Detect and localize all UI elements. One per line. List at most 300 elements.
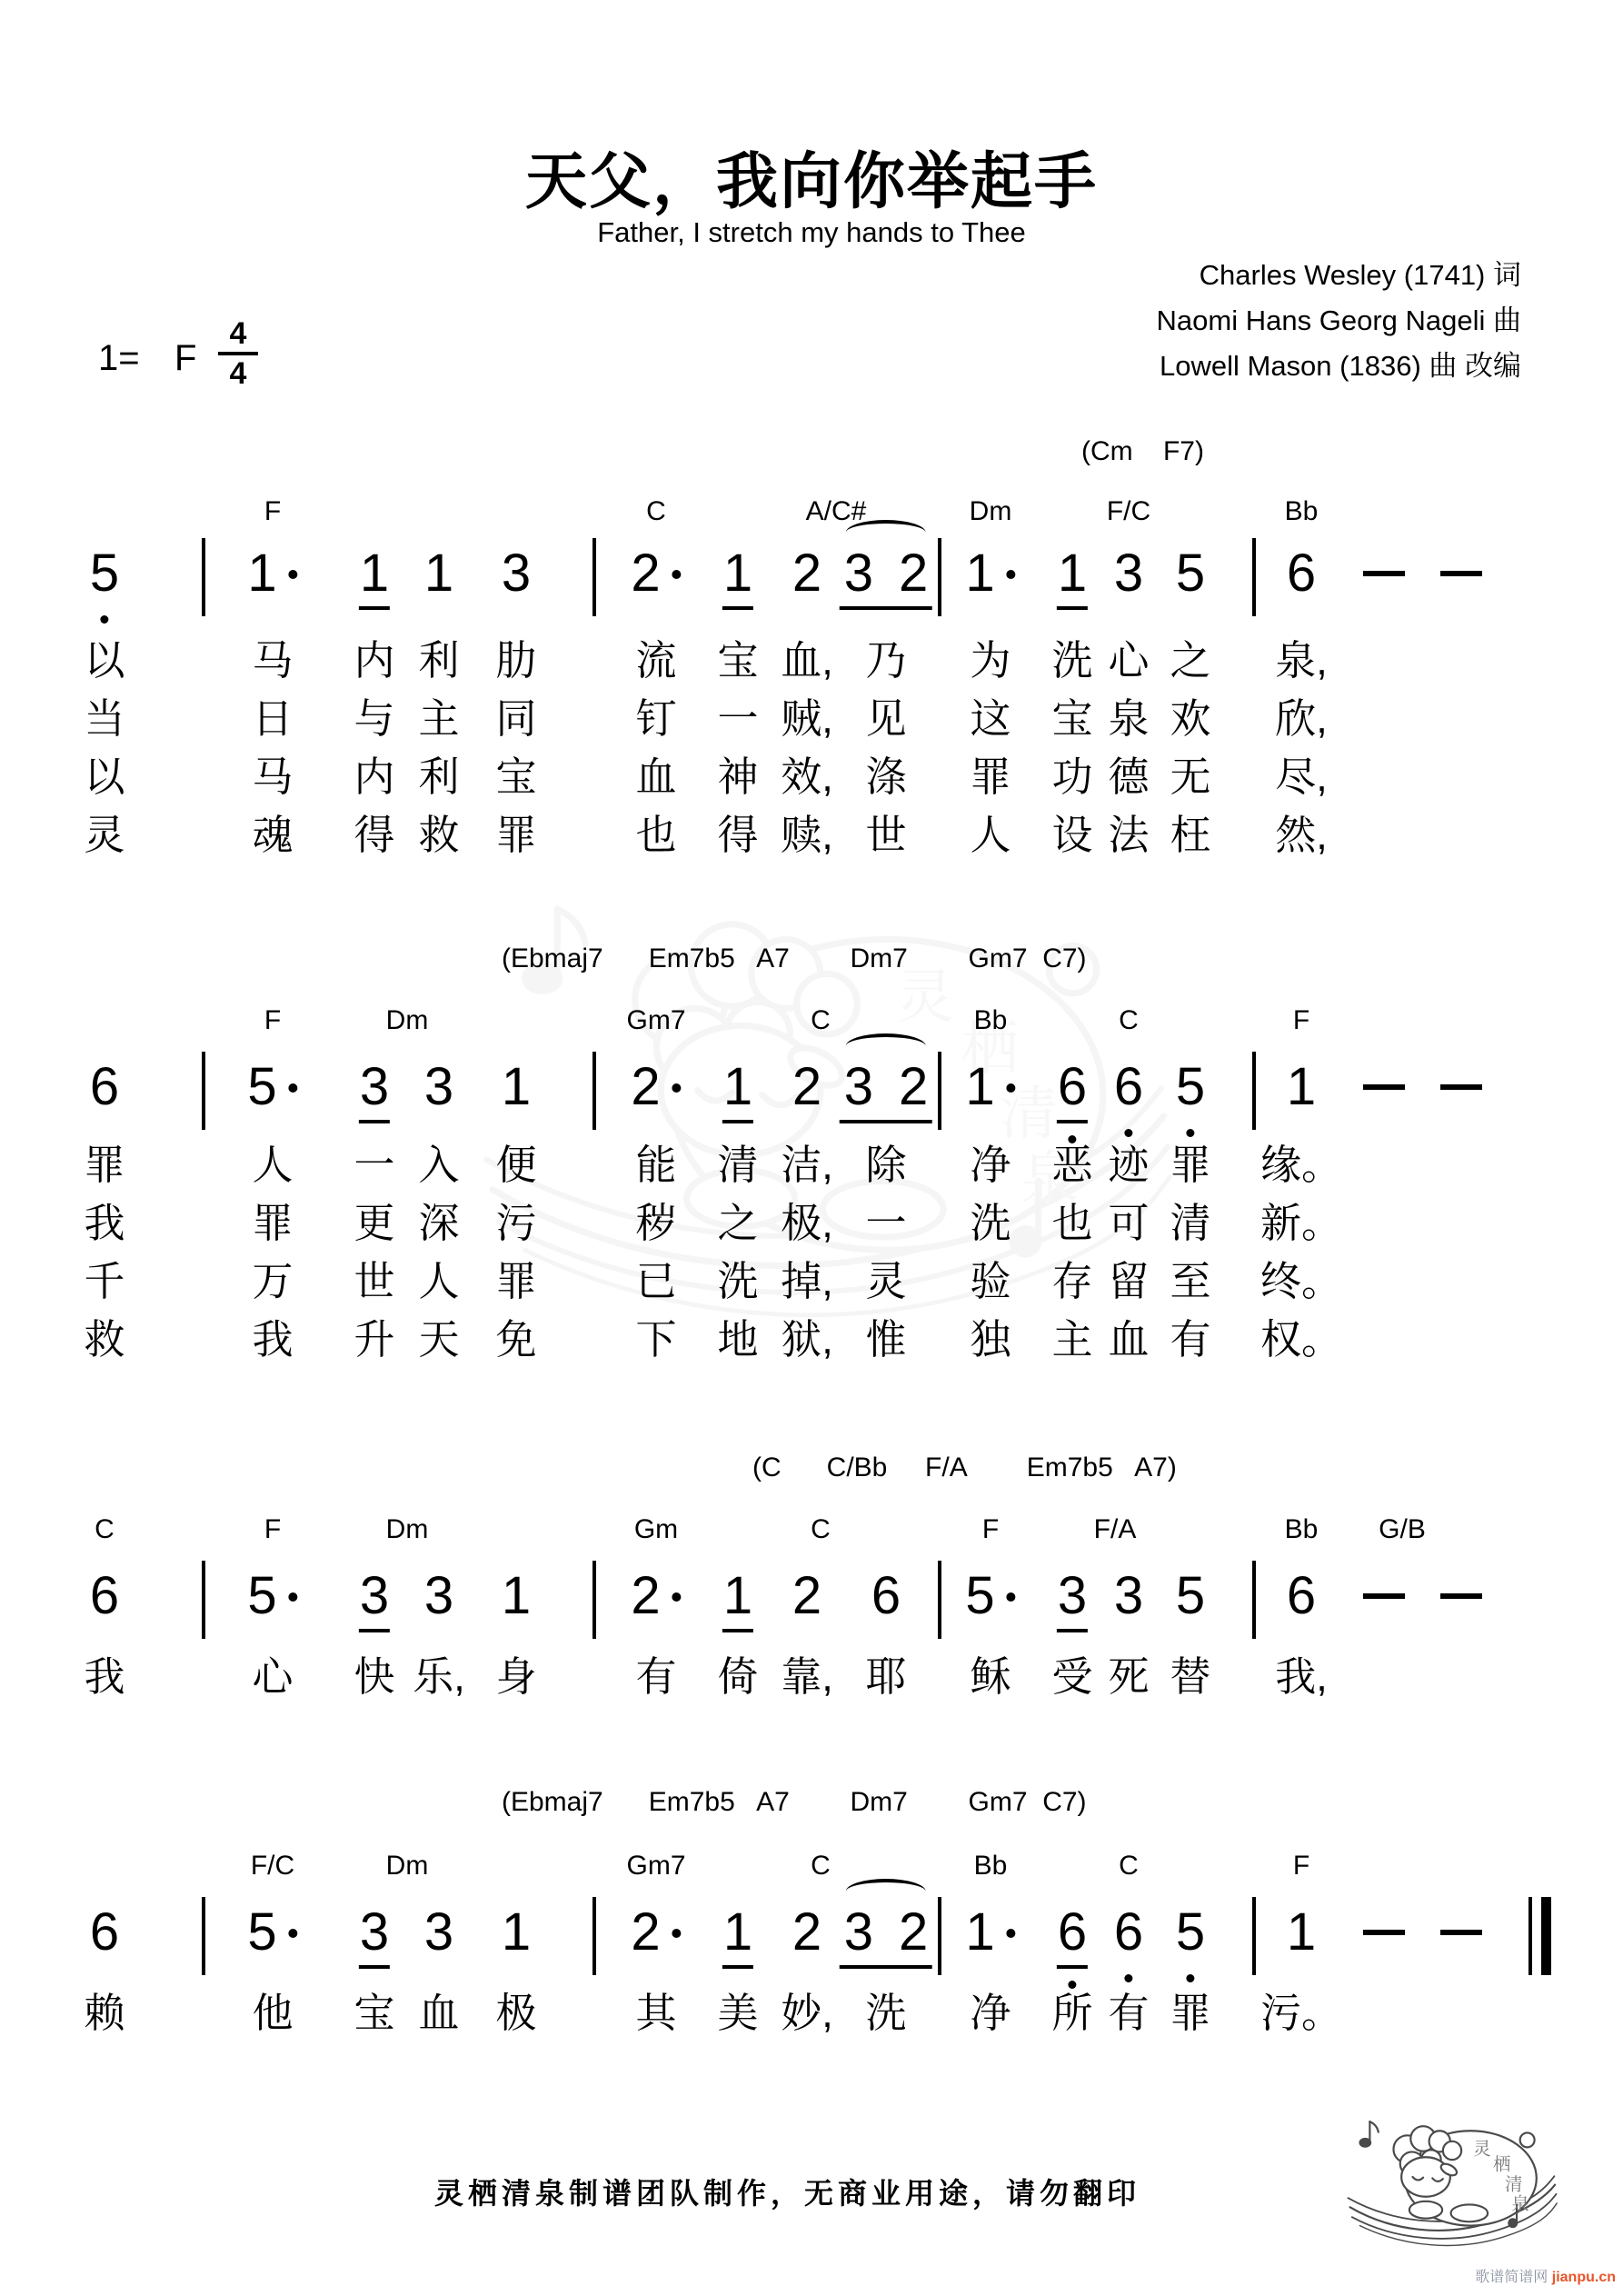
chord-label: Gm	[633, 1514, 679, 1544]
lyric-char: 妙,	[781, 1990, 833, 2036]
lyric-char: 救	[418, 812, 460, 858]
note	[1058, 545, 1087, 602]
lyric-char: 恶	[1051, 1142, 1093, 1188]
note	[871, 1568, 901, 1624]
eighth-underline	[840, 1120, 932, 1123]
note	[631, 1059, 681, 1115]
note-digit: 5	[247, 1566, 277, 1625]
lyric-char: 地	[717, 1316, 759, 1363]
note	[1176, 545, 1205, 602]
augmentation-dot	[1007, 570, 1016, 579]
augmentation-dot	[672, 1592, 682, 1602]
lyric-char: 掉,	[781, 1258, 833, 1304]
lyric-char: 万	[252, 1258, 294, 1304]
slur-arc	[846, 1879, 926, 1904]
lyric-char: 钉	[635, 695, 677, 742]
lyric-char: 净	[970, 1990, 1011, 2036]
lyric-char: 罪	[495, 1258, 537, 1304]
lyric-char: 升	[353, 1316, 395, 1363]
lyric-char: 迹	[1108, 1142, 1150, 1188]
note-digit: 5	[1176, 1059, 1205, 1115]
note-digit: 6	[1058, 1059, 1087, 1115]
augmentation-dot	[289, 570, 298, 579]
note-digit: 1	[1286, 1902, 1317, 1962]
note-pair	[844, 1904, 929, 1961]
lyric-char: 血	[635, 754, 677, 800]
note	[424, 545, 453, 602]
lyric-char: 我	[84, 1653, 125, 1700]
chord-label: Bb	[973, 1851, 1008, 1881]
barline	[202, 538, 205, 616]
lyric-char: 下	[635, 1316, 677, 1363]
augmentation-dot	[1007, 1592, 1016, 1602]
note-digit: 5	[247, 1057, 277, 1116]
lyric-char: 灵	[865, 1258, 907, 1304]
parenthetical-chords: (Cm F7)	[1081, 436, 1204, 466]
time-signature-bar	[218, 352, 258, 355]
lyric-char: 利	[418, 754, 460, 800]
note	[1176, 1904, 1205, 1961]
site-name: 歌谱简谱网	[1475, 2270, 1548, 2285]
barline	[202, 1897, 205, 1975]
lyric-char: 有	[1170, 1316, 1211, 1363]
note-digit: 6	[89, 1566, 120, 1625]
chord-label: C	[811, 1514, 831, 1544]
lyric-char: 替	[1170, 1653, 1211, 1700]
lyric-char: 泉	[1108, 695, 1150, 742]
barline	[202, 1561, 205, 1639]
note-digit: 2	[899, 1902, 929, 1962]
low-octave-dot	[100, 615, 108, 624]
lyric-char: 权。	[1260, 1316, 1343, 1363]
lyric-char: 马	[252, 754, 294, 800]
lyric-char: 泉,	[1275, 637, 1328, 684]
barline	[1252, 1052, 1256, 1130]
lyric-char: 耶	[865, 1653, 907, 1700]
lyric-char: 宝	[353, 1990, 395, 2036]
lyric-char: 快	[353, 1653, 395, 1700]
note-digit: 1	[723, 1568, 752, 1624]
lyric-char: 之	[1170, 637, 1211, 684]
lyric-char: 内	[353, 754, 395, 800]
lyric-char: 便	[495, 1142, 537, 1188]
duration-dash	[1363, 571, 1405, 576]
lyric-char: 罪	[252, 1200, 294, 1246]
lyric-char: 之	[717, 1200, 759, 1246]
time-signature-bottom: 4	[229, 356, 247, 391]
note-digit: 3	[1113, 1566, 1144, 1625]
page-subtitle: Father, I stretch my hands to Thee	[597, 216, 1026, 248]
barline	[592, 1561, 596, 1639]
footer-note: 灵栖清泉制谱团队制作，无商业用途，请勿翻印	[434, 2176, 1141, 2211]
chord-label: C	[811, 1005, 831, 1035]
lyric-char: 罪	[1170, 1990, 1211, 2036]
duration-dash	[1440, 571, 1482, 576]
lyric-char: 缘。	[1260, 1142, 1343, 1188]
lyric-char: 污。	[1260, 1990, 1343, 2036]
chord-label: Gm7	[626, 1005, 686, 1035]
lyric-char: 德	[1108, 754, 1150, 800]
publisher-sheep-logo	[1347, 2107, 1558, 2259]
lyric-char: 罪	[1170, 1142, 1211, 1188]
key-signature-value: F	[174, 338, 197, 378]
lyric-char: 同	[495, 695, 537, 742]
chord-label: Dm	[385, 1514, 429, 1544]
note-digit: 3	[360, 1568, 389, 1624]
site-credit	[1475, 2265, 1616, 2286]
lyric-char: 污	[495, 1200, 537, 1246]
final-barline-thick	[1541, 1897, 1551, 1975]
lyric-char: 涤	[865, 754, 907, 800]
slur-arc	[846, 520, 926, 545]
note	[247, 545, 297, 602]
lyric-char: 受	[1051, 1653, 1093, 1700]
barline	[1252, 1897, 1256, 1975]
chord-label: Dm	[385, 1851, 429, 1881]
note	[502, 1568, 531, 1624]
note	[1176, 1568, 1205, 1624]
chord-label: Bb	[1284, 496, 1319, 526]
lyric-char: 魂	[252, 812, 294, 858]
note	[360, 1568, 389, 1624]
note	[631, 1904, 681, 1961]
note-digit: 2	[792, 1057, 822, 1116]
lyric-char: 我	[252, 1316, 294, 1363]
note-digit: 1	[501, 1566, 532, 1625]
lyric-char: 终。	[1260, 1258, 1343, 1304]
note	[792, 1059, 821, 1115]
lyric-char: 也	[635, 812, 677, 858]
barline	[938, 1052, 941, 1130]
lyric-char: 马	[252, 637, 294, 684]
chord-label: F/A	[1093, 1514, 1137, 1544]
lyric-char: 倚	[717, 1653, 759, 1700]
slur-arc	[846, 1033, 926, 1059]
lyric-char: 我	[84, 1200, 125, 1246]
chord-label: F	[264, 1005, 282, 1035]
lyric-char: 独	[970, 1316, 1011, 1363]
chord-label: F	[264, 1514, 282, 1544]
lyric-char: 清	[717, 1142, 759, 1188]
credits-block	[1157, 253, 1521, 389]
note-digit: 3	[423, 1566, 454, 1625]
note-digit: 1	[501, 1057, 532, 1116]
augmentation-dot	[672, 1083, 682, 1093]
note-digit: 6	[1114, 1059, 1143, 1115]
lyric-char: 救	[84, 1316, 125, 1363]
note-digit: 5	[90, 545, 119, 602]
note	[247, 1568, 297, 1624]
note	[631, 545, 681, 602]
augmentation-dot	[289, 1929, 298, 1938]
time-signature	[213, 318, 264, 389]
lyric-char: 可	[1108, 1200, 1150, 1246]
lyric-char: 净	[970, 1142, 1011, 1188]
note-digit: 5	[247, 1902, 277, 1962]
lyric-char: 洗	[1051, 637, 1093, 684]
parenthetical-chords: (Ebmaj7 Em7b5 A7 Dm7 Gm7 C7)	[502, 943, 1087, 973]
lyric-char: 见	[865, 695, 907, 742]
lyric-char: 一	[865, 1200, 907, 1246]
lyric-char: 血	[418, 1990, 460, 2036]
note	[723, 1568, 752, 1624]
note-digit: 5	[1175, 1566, 1206, 1625]
eighth-underline	[359, 1965, 390, 1969]
lyric-char: 法	[1108, 812, 1150, 858]
lyric-char: 灵	[84, 812, 125, 858]
lyric-char: 当	[84, 695, 125, 742]
chord-label: G/B	[1379, 1514, 1426, 1544]
lyric-char: 天	[418, 1316, 460, 1363]
eighth-underline	[840, 606, 932, 610]
note	[1058, 1568, 1087, 1624]
barline	[1252, 538, 1256, 616]
time-signature-top: 4	[229, 316, 247, 351]
lyric-char: 赎,	[781, 812, 833, 858]
eighth-underline	[1057, 1629, 1088, 1632]
note	[1287, 1059, 1316, 1115]
lyric-char: 与	[353, 695, 395, 742]
eighth-underline	[722, 1120, 753, 1123]
lyric-char: 乐,	[413, 1653, 465, 1700]
lyric-char: 人	[252, 1142, 294, 1188]
lyric-char: 血,	[781, 637, 833, 684]
lyric-char: 人	[970, 812, 1011, 858]
eighth-underline	[1057, 1120, 1088, 1123]
note	[965, 1568, 1015, 1624]
lyric-char: 世	[353, 1258, 395, 1304]
lyric-char: 以	[84, 637, 125, 684]
lyric-char: 效,	[781, 754, 833, 800]
barline	[202, 1052, 205, 1130]
lyric-char: 已	[635, 1258, 677, 1304]
eighth-underline	[359, 1629, 390, 1632]
lyric-char: 免	[495, 1316, 537, 1363]
note-digit: 3	[1113, 544, 1144, 603]
eighth-underline	[722, 1965, 753, 1969]
note-digit: 1	[965, 544, 995, 603]
duration-dash	[1440, 1084, 1482, 1090]
chord-label: C	[1119, 1851, 1139, 1881]
credit-composer: Naomi Hans Georg Nageli 曲	[1156, 304, 1521, 336]
lyric-char: 洗	[865, 1990, 907, 2036]
note-digit: 3	[360, 1059, 389, 1115]
note-digit: 2	[792, 1566, 822, 1625]
lyric-char: 惟	[865, 1316, 907, 1363]
lyric-char: 欣,	[1275, 695, 1328, 742]
augmentation-dot	[289, 1592, 298, 1602]
lyric-char: 罪	[970, 754, 1011, 800]
lyric-char: 千	[84, 1258, 125, 1304]
note-digit: 3	[843, 1902, 873, 1962]
note	[1287, 545, 1316, 602]
chord-label: C	[1119, 1005, 1139, 1035]
lyric-char: 得	[353, 812, 395, 858]
note-digit: 3	[423, 1057, 454, 1116]
eighth-underline	[722, 1629, 753, 1632]
note	[247, 1904, 297, 1961]
lyric-char: 死	[1108, 1653, 1150, 1700]
note	[965, 1059, 1015, 1115]
note-digit: 6	[1114, 1904, 1143, 1961]
note-digit: 2	[792, 544, 822, 603]
lyric-char: 心	[1108, 637, 1150, 684]
note	[1176, 1059, 1205, 1115]
lyric-char: 这	[970, 695, 1011, 742]
lyric-char: 枉	[1170, 812, 1211, 858]
note-digit: 2	[631, 1566, 661, 1625]
duration-dash	[1440, 1593, 1482, 1599]
note-digit: 1	[965, 1902, 995, 1962]
note-digit: 1	[1058, 545, 1087, 602]
note	[1058, 1904, 1087, 1961]
lyric-char: 乃	[865, 637, 907, 684]
note	[502, 1904, 531, 1961]
lyric-char: 我,	[1275, 1653, 1328, 1700]
duration-dash	[1363, 1084, 1405, 1090]
note-pair	[844, 1059, 929, 1115]
note-digit: 2	[899, 544, 929, 603]
lyric-char: 新。	[1260, 1200, 1343, 1246]
chord-label: Dm	[385, 1005, 429, 1035]
note-digit: 2	[631, 1057, 661, 1116]
barline	[592, 538, 596, 616]
eighth-underline	[840, 1965, 932, 1969]
lyric-char: 肋	[495, 637, 537, 684]
barline	[592, 1897, 596, 1975]
note-pair	[844, 545, 929, 602]
lyric-char: 入	[418, 1142, 460, 1188]
site-link[interactable]: jianpu.cn	[1551, 2270, 1616, 2285]
note-digit: 5	[1175, 544, 1206, 603]
note-digit: 3	[360, 1904, 389, 1961]
lyric-char: 宝	[495, 754, 537, 800]
lyric-char: 尽,	[1275, 754, 1328, 800]
note-digit: 6	[871, 1566, 901, 1625]
augmentation-dot	[1007, 1929, 1016, 1938]
note	[502, 545, 531, 602]
chord-label: F	[264, 496, 282, 526]
lyric-char: 神	[717, 754, 759, 800]
lyric-char: 主	[418, 695, 460, 742]
note	[1058, 1059, 1087, 1115]
duration-dash	[1440, 1930, 1482, 1935]
lyric-char: 贼,	[781, 695, 833, 742]
note-digit: 1	[247, 544, 277, 603]
note	[965, 1904, 1015, 1961]
lyric-char: 所	[1051, 1990, 1093, 2036]
chord-label: Dm	[969, 496, 1012, 526]
barline	[938, 538, 941, 616]
note-digit: 1	[360, 545, 389, 602]
eighth-underline	[359, 1120, 390, 1123]
lyric-char: 验	[970, 1258, 1011, 1304]
lyric-char: 他	[252, 1990, 294, 2036]
augmentation-dot	[672, 570, 682, 579]
eighth-underline	[1057, 1965, 1088, 1969]
note-digit: 1	[423, 544, 454, 603]
lyric-char: 深	[418, 1200, 460, 1246]
note	[1287, 1904, 1316, 1961]
note	[360, 1059, 389, 1115]
lyric-char: 为	[970, 637, 1011, 684]
lyric-char: 人	[418, 1258, 460, 1304]
final-barline-thin	[1528, 1897, 1532, 1975]
note-digit: 3	[843, 544, 873, 603]
note-digit: 1	[723, 1904, 752, 1961]
lyric-char: 至	[1170, 1258, 1211, 1304]
augmentation-dot	[1007, 1083, 1016, 1093]
note	[90, 545, 119, 602]
note	[424, 1568, 453, 1624]
chord-label: A/C#	[805, 496, 867, 526]
note-digit: 1	[723, 1059, 752, 1115]
lyric-char: 宝	[717, 637, 759, 684]
lyric-char: 世	[865, 812, 907, 858]
eighth-underline	[722, 606, 753, 610]
lyric-char: 清	[1170, 1200, 1211, 1246]
note-digit: 3	[423, 1902, 454, 1962]
duration-dash	[1363, 1930, 1405, 1935]
note-digit: 3	[501, 544, 532, 603]
lyric-char: 一	[717, 695, 759, 742]
note-digit: 1	[1286, 1057, 1317, 1116]
lyric-char: 靠,	[781, 1653, 833, 1700]
lyric-char: 功	[1051, 754, 1093, 800]
note	[247, 1059, 297, 1115]
credit-lyricist: Charles Wesley (1741) 词	[1199, 259, 1521, 291]
barline	[938, 1897, 941, 1975]
note	[360, 545, 389, 602]
lyric-char: 有	[1108, 1990, 1150, 2036]
chord-label: F	[1292, 1005, 1310, 1035]
lyric-char: 宝	[1051, 695, 1093, 742]
lyric-char: 留	[1108, 1258, 1150, 1304]
note-digit: 2	[792, 1902, 822, 1962]
lyric-char: 秽	[635, 1200, 677, 1246]
barline	[1252, 1561, 1256, 1639]
lyric-char: 得	[717, 812, 759, 858]
barline	[592, 1052, 596, 1130]
lyric-char: 极	[495, 1990, 537, 2036]
chord-label: C	[646, 496, 666, 526]
note-digit: 1	[723, 545, 752, 602]
lyric-char: 主	[1051, 1316, 1093, 1363]
lyric-char: 无	[1170, 754, 1211, 800]
note	[90, 1059, 119, 1115]
lyric-char: 利	[418, 637, 460, 684]
lyric-char: 内	[353, 637, 395, 684]
note-digit: 1	[965, 1057, 995, 1116]
lyric-char: 赖	[84, 1990, 125, 2036]
augmentation-dot	[672, 1929, 682, 1938]
lyric-char: 能	[635, 1142, 677, 1188]
chord-label: C	[811, 1851, 831, 1881]
note	[424, 1059, 453, 1115]
note	[1114, 545, 1143, 602]
note	[424, 1904, 453, 1961]
chord-label: F	[1292, 1851, 1310, 1881]
lyric-char: 洁,	[781, 1142, 833, 1188]
lyric-char: 欢	[1170, 695, 1211, 742]
lyric-char: 流	[635, 637, 677, 684]
lyric-char: 罪	[495, 812, 537, 858]
parenthetical-chords: (C C/Bb F/A Em7b5 A7)	[752, 1452, 1177, 1482]
chord-label: Gm7	[626, 1851, 686, 1881]
lyric-char: 洗	[970, 1200, 1011, 1246]
note-digit: 2	[631, 544, 661, 603]
note	[792, 545, 821, 602]
